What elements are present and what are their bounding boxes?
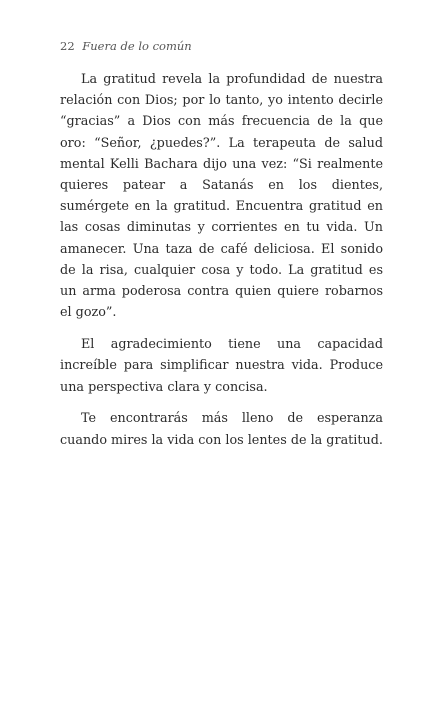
page-number: 22 bbox=[60, 39, 75, 53]
book-title: Fuera de lo común bbox=[82, 39, 192, 53]
body-text bbox=[60, 69, 383, 451]
paragraph-gratitude-simplifies: El agradecimiento tiene una capacidad increíble para simplificar nuestra vida. Produce una perspectiva clara y concisa. bbox=[60, 337, 383, 395]
running-head bbox=[60, 39, 192, 53]
paragraph-gratitude-hope: Te encontrarás más lleno de esperanza cuando mires la vida con los lentes de la gratitud. bbox=[60, 411, 383, 448]
paragraph-gratitude-relationship: La gratitud revela la profundidad de nuestra relación con Dios; por lo tanto, yo intento decirle “gracias” a Dios con más frecuencia de la que oro: “Señor, ¿puedes?”. La terapeuta de salud mental Kelli Bachara dijo una vez: “Si realmente quieres patear a Satanás en los dientes, sumérgete en la gratitud. Encuentra gratitud en las cosas diminutas y corrientes en tu vida. Un amanecer. Una taza de café deliciosa. El sonido de la risa, cualquier cosa y todo. La gratitud es un arma poderosa contra quien quiere robarnos el gozo”. bbox=[60, 72, 383, 321]
